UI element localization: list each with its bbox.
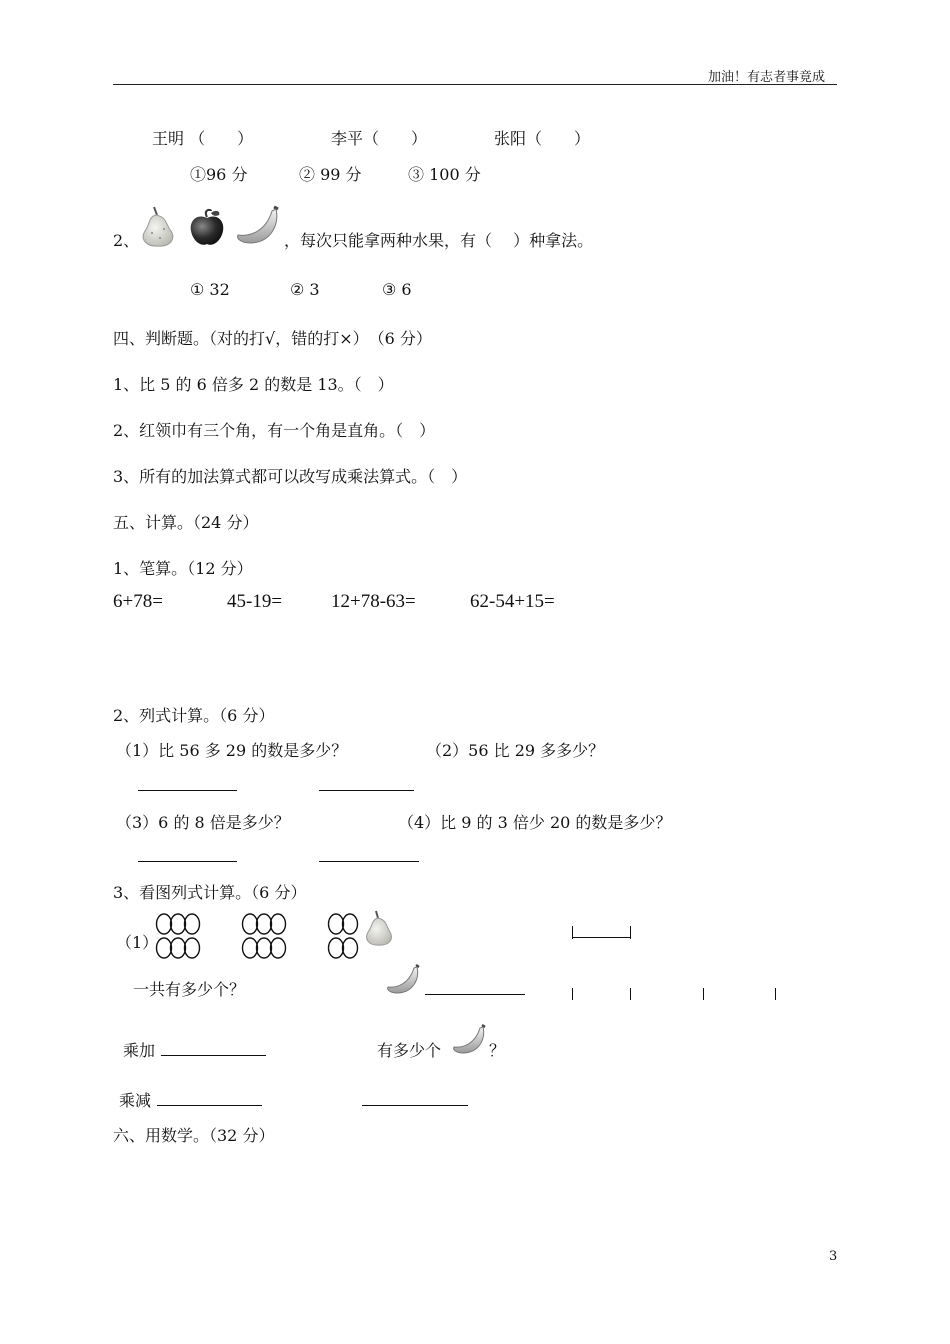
answer-blank-remaining[interactable] (362, 1105, 468, 1106)
pear-icon-small (364, 910, 396, 946)
question-3: （3）6 的 8 倍是多少？ (116, 813, 290, 832)
oval-group-3 (327, 912, 361, 962)
header-rule (113, 84, 837, 85)
written-calc-title: 1、笔算。（12 分） (113, 559, 253, 578)
option-3: ③ 100 分 (408, 165, 481, 184)
option2-2: ② 3 (290, 280, 320, 299)
add-label: 乘加 (123, 1041, 156, 1060)
oval-group-2 (241, 912, 291, 962)
answer-blank-banana[interactable] (425, 994, 525, 995)
question-4: （4）比 9 的 3 倍少 20 的数是多少？ (398, 813, 672, 832)
section6-title: 六、用数学。（32 分） (113, 1126, 275, 1145)
expression-4: 62-54+15= (470, 591, 555, 612)
page-number: 3 (829, 1249, 838, 1264)
question-1: （1）比 56 多 29 的数是多少？ (116, 741, 348, 760)
tick-1 (572, 988, 573, 1000)
banana-icon-inline (452, 1024, 488, 1054)
tick-2 (630, 988, 631, 1000)
how-many-prefix: 有多少个 (377, 1041, 442, 1060)
tick-4 (775, 988, 776, 1000)
judge-item-1: 1、比 5 的 6 倍多 2 的数是 13。（ ） (113, 375, 394, 394)
total-question: 一共有多少个？ (133, 980, 246, 999)
tick-3 (703, 988, 704, 1000)
picture-calc-title: 3、看图列式计算。（6 分） (113, 883, 307, 902)
header-motto: 加油！有志者事竟成 (708, 70, 826, 85)
name-wangming: 王明 （ ） (152, 129, 254, 148)
banana-icon (236, 205, 282, 245)
name-zhangyang: 张阳（ ） (494, 129, 591, 148)
option-2: ② 99 分 (299, 165, 362, 184)
option2-1: ① 32 (190, 280, 230, 299)
answer-blank-2[interactable] (319, 790, 414, 791)
pear-icon (140, 205, 176, 247)
bracket-right-tick (630, 926, 631, 939)
answer-blank-subtract[interactable] (157, 1105, 262, 1106)
judge-item-2: 2、红领巾有三个角，有一个角是直角。（ ） (113, 421, 436, 440)
answer-blank-4[interactable] (319, 861, 419, 862)
section4-title: 四、判断题。（对的打√，错的打×） （6 分） (113, 329, 432, 348)
answer-blank-3[interactable] (138, 861, 237, 862)
expression-3: 12+78-63= (331, 591, 416, 612)
answer-blank-add[interactable] (161, 1055, 266, 1056)
expression-2: 45-19= (227, 591, 283, 612)
item2-text: ，每次只能拿两种水果，有（ ）种拿法。 (284, 231, 594, 250)
bracket-bottom (572, 937, 630, 938)
column-calc-title: 2、列式计算。（6 分） (113, 706, 275, 725)
section5-title: 五、计算。（24 分） (113, 513, 259, 532)
option-1: ①96 分 (190, 165, 248, 184)
how-many-suffix: ？ (489, 1041, 506, 1060)
judge-item-3: 3、所有的加法算式都可以改写成乘法算式。（ ） (113, 467, 468, 486)
name-liping: 李平（ ） (331, 129, 428, 148)
banana-icon-small (386, 964, 422, 994)
subtract-label: 乘减 (119, 1091, 152, 1110)
question-2: （2）56 比 29 多多少？ (426, 741, 605, 760)
answer-blank-1[interactable] (138, 790, 237, 791)
apple-icon (189, 209, 225, 247)
item2-number: 2、 (113, 231, 140, 250)
option2-3: ③ 6 (382, 280, 412, 299)
picture-label: （1） (116, 933, 159, 952)
expression-1: 6+78= (113, 591, 163, 612)
oval-group-1 (155, 912, 205, 962)
